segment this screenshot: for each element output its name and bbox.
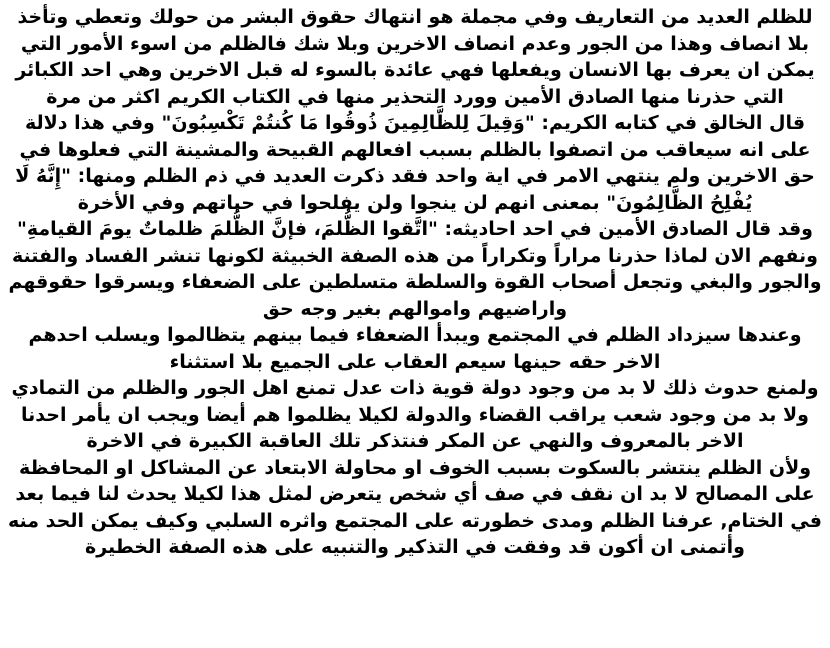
paragraph-intro: للظلم العديد من التعاريف وفي مجملة هو انتهاك حقوق البشر من حولك وتعطي وتأخذ بلا انصاف وهذا من الجور وعدم انصاف الاخرين وبلا شك فالظلم من اسوء الأمور التي يمكن ان يعرف بها الانسان ويفعلها فهي عائدة بالسوء له قبل الاخرين وهي احد الكبائر التي حذرنا منها الصادق الأمين وورد التحذير منها في الكتاب الكريم اكثر من مرة bbox=[15, 6, 815, 108]
paragraph-hadith: وقد قال الصادق الأمين في احد احاديثه: "اتَّقوا الظُّلمَ، فإنَّ الظُّلمَ ظلماتٌ يومَ القيامةِ" ونفهم الان لماذا حذرنا مراراً وتكراراً من هذه الصفة الخبيثة لكونها تنشر الفساد والفتنة والجور والبغي وتجعل أصحاب القوة والسلطة متسلطين على الضعفاء ويسرقوا حقوقهم واراضيهم واموالهم بغير وجه حق bbox=[8, 218, 822, 320]
paragraph-quran-verses: قال الخالق في كتابه الكريم: "وَقِيلَ لِلظَّالِمِينَ ذُوقُوا مَا كُنتُمْ تَكْسِبُونَ" وفي هذا دلالة على انه سيعاقب من اتصفوا بالظلم بسبب افعالهم القبيحة والمشينة التي فعلوها في حق الاخرين ولم ينتهي الامر في اية واحد فقد ذكرت العديد في ذم الظلم ومنها: "إِنَّهُ لَا يُفْلِحُ الظَّالِمُونَ" بمعنى انهم لن ينجوا ولن يفلحوا في حياتهم وفي الأخرة bbox=[15, 112, 815, 214]
paragraph-conclusion: في الختام, عرفنا الظلم ومدى خطورته على المجتمع واثره السلبي وكيف يمكن الحد منه وأتمنى ان أكون قد وفقت في التذكير والتنبيه على هذه الصفة الخطيرة bbox=[8, 509, 822, 558]
paragraph-silence: ولأن الظلم ينتشر بالسكوت بسبب الخوف او محاولة الابتعاد عن المشاكل او المحافظة على المصالح لا بد ان نقف في صف أي شخص يتعرض لمثل هذا لكيلا يحدث لنا فيما بعد bbox=[15, 456, 815, 505]
paragraph-society: وعندها سيزداد الظلم في المجتمع ويبدأ الضعفاء فيما بينهم يتظالموا ويسلب احدهم الاخر حقه حينها سيعم العقاب على الجميع بلا استثناء bbox=[28, 324, 802, 373]
article-body bbox=[8, 4, 822, 561]
paragraph-prevention: ولمنع حدوث ذلك لا بد من وجود دولة قوية ذات عدل تمنع اهل الجور والظلم من التمادي ولا بد من وجود شعب يراقب القضاء والدولة لكيلا يظلموا هم أيضا ويجب ان يأمر احدنا الاخر بالمعروف والنهي عن المكر فنتذكر تلك العاقبة الكبيرة في الاخرة bbox=[11, 377, 819, 452]
